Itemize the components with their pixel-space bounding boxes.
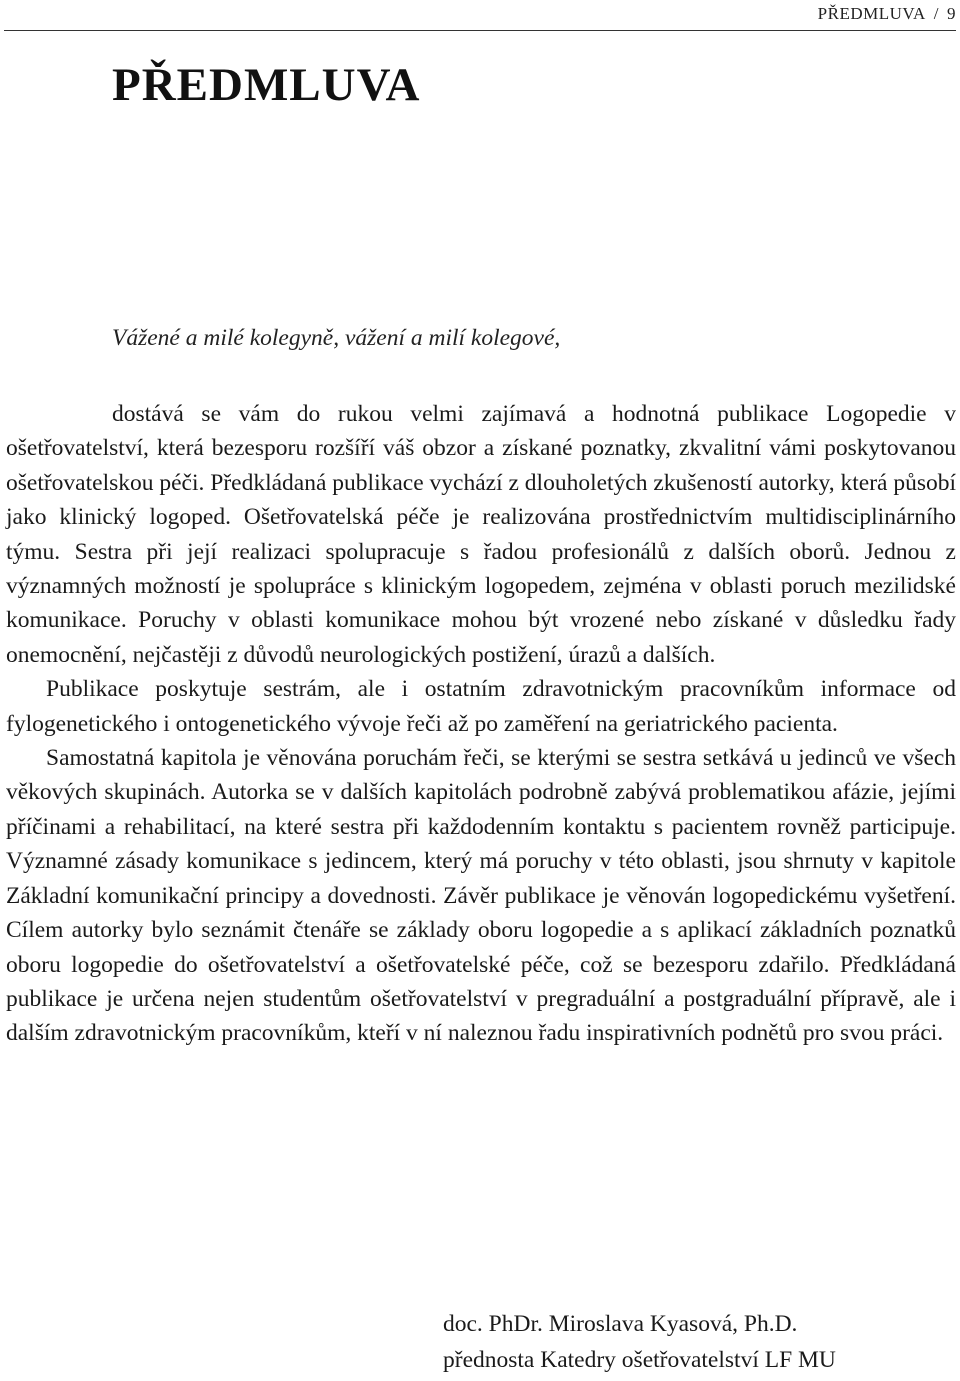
paragraph-1: dostává se vám do rukou velmi zajímavá a hodnotná publikace Logopedie v ošetřovatelství, která bezesporu rozšíří váš obzor a získané poznatky, zkvalitní vámi poskytovanou ošetřovatelskou péči. Předkládaná publikace vychází z dlouholetých zkušeností autorky, která působí jako klinický logoped. Ošetřovatelská péče je realizována prostřednictvím multidisciplinárního týmu. Sestra při její realizaci spolupracuje s řadou profesionálů z dalších oborů. Jednou z významných možností je spolupráce s klinickým logopedem, zejména v oblasti poruch mezilidské komunikace. Poruchy v oblasti komunikace mohou být vrozené nebo získané v důsledku řady onemocnění, nejčastěji z důvodů neurologických postižení, úrazů a dalších. [6, 401, 956, 668]
running-header-section: PŘEDMLUVA [817, 4, 926, 23]
signature-name: doc. PhDr. Miroslava Kyasová, Ph.D. [443, 1311, 798, 1337]
salutation: Vážené a milé kolegyně, vážení a milí kolegové, [112, 325, 561, 351]
chapter-title: PŘEDMLUVA [112, 59, 421, 111]
running-header-separator: / [933, 4, 939, 23]
paragraph-3: Samostatná kapitola je věnována poruchám řeči, se kterými se sestra setkává u jedinců ve všech věkových skupinách. Autorka se v dalších kapitolách podrobně zabývá problematikou afázie, jejími příčinami a rehabilitací, na které sestra při každodenním kontaktu s pacientem rovněž participuje. Významné zásady komunikace s jedincem, který má poruchy v této oblasti, jsou shrnuty v kapitole Základní komunikační principy a dovednosti. Závěr publikace je věnován logopedickému vyšetření. Cílem autorky bylo seznámit čtenáře se základy oboru logopedie a s aplikací základních poznatků oboru logopedie do ošetřovatelství a ošetřovatelské péče, což se bezesporu zdařilo. Předkládaná publikace je určena nejen studentům ošetřovatelství v pregraduální a postgraduální přípravě, ale i dalším zdravotnickým pracovníkům, kteří v ní naleznou řadu inspirativních podnětů pro svou práci. [6, 745, 956, 1047]
header-rule [4, 30, 956, 31]
body-text [6, 397, 956, 1051]
signature-position: přednosta Katedry ošetřovatelství LF MU [443, 1347, 836, 1373]
paragraph-2: Publikace poskytuje sestrám, ale i ostatním zdravotnickým pracovníkům informace od fylogenetického i ontogenetického vývoje řeči až po zaměření na geriatrického pacienta. [6, 676, 956, 737]
page-number: 9 [947, 4, 956, 23]
signature-block [443, 1306, 836, 1378]
running-header [818, 4, 956, 24]
